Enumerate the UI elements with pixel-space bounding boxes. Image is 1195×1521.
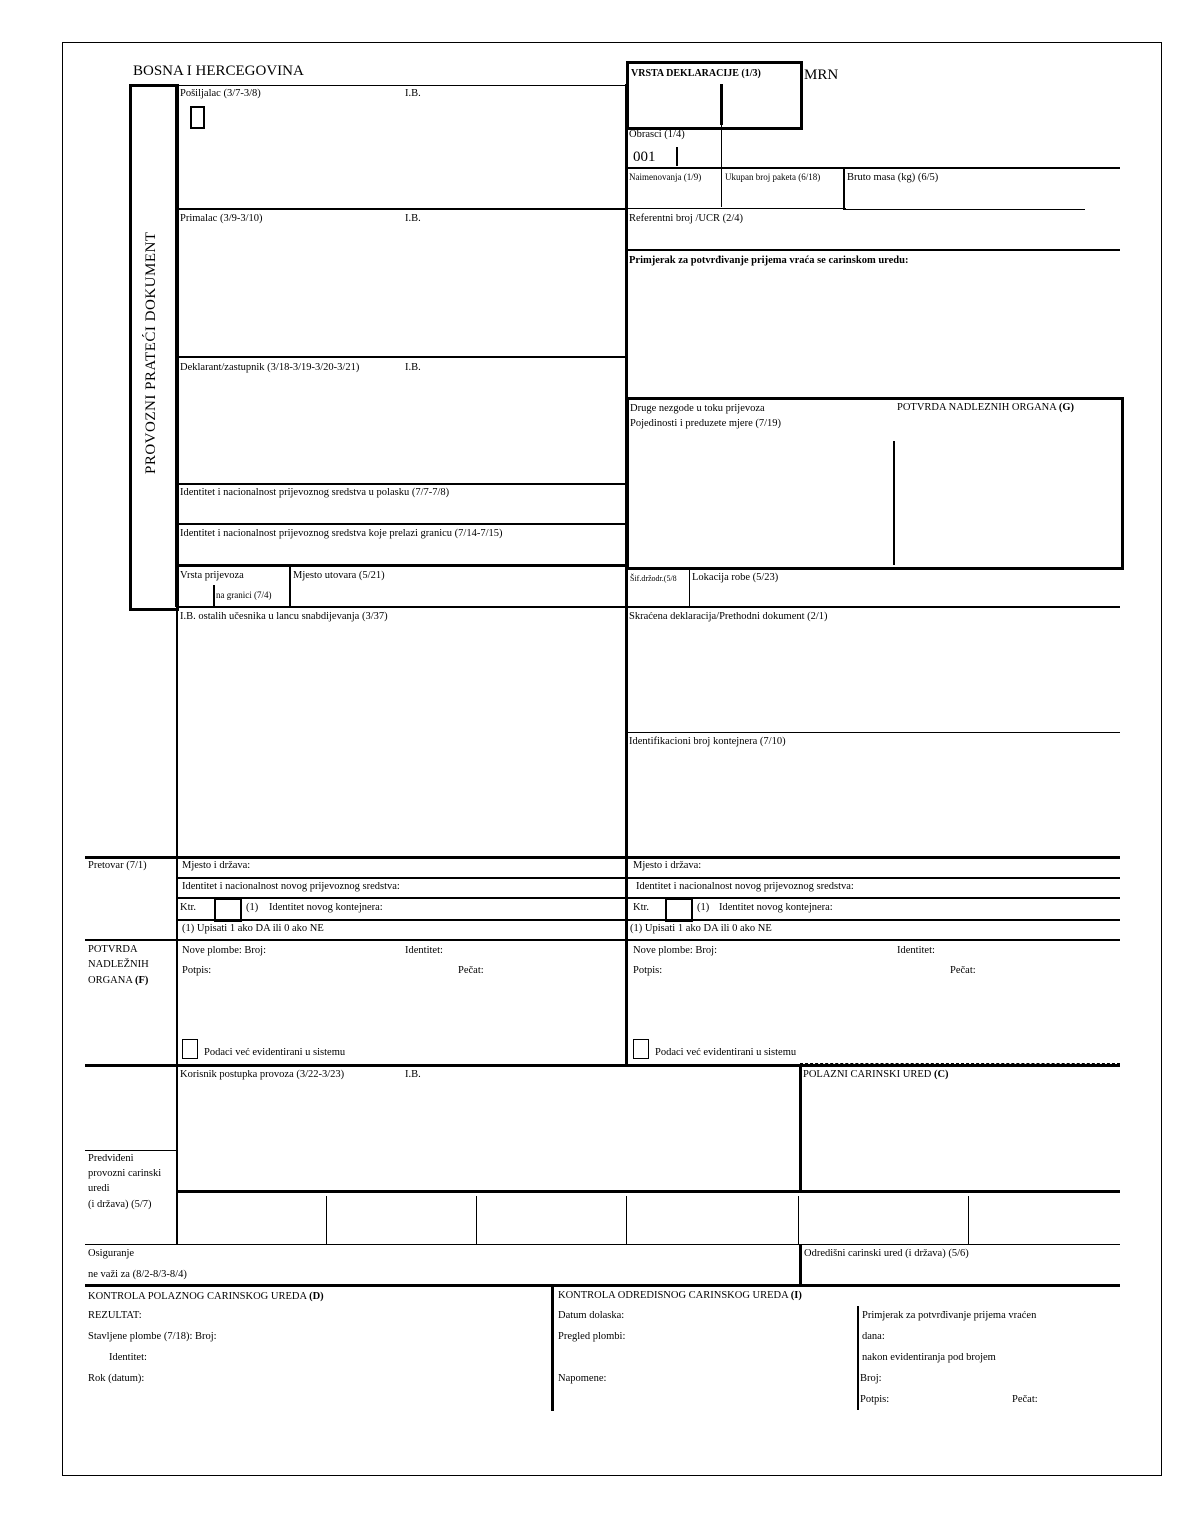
ktr-left: Ktr. <box>180 902 197 913</box>
container-id-label: Identifikacioni broj kontejnera (7/10) <box>629 736 786 747</box>
day-label: dana: <box>862 1331 885 1342</box>
new-container-left: Identitet novog kontejnera: <box>269 902 383 913</box>
page-frame <box>62 42 1162 1476</box>
ktr-right: Ktr. <box>633 902 650 913</box>
mrn-label: MRN <box>804 67 839 83</box>
recorded-right: Podaci već evidentirani u sistemu <box>655 1047 797 1058</box>
control-i-title: KONTROLA ODREDISNOG CARINSKOG UREDA (I) <box>558 1290 802 1301</box>
arrival-label: Datum dolaska: <box>558 1310 625 1321</box>
recorded-checkbox-left[interactable] <box>182 1039 198 1059</box>
footnote-left: (1) Upisati 1 ako DA ili 0 ako NE <box>182 923 324 934</box>
side-title: PROVOZNI PRATEĆI DOKUMENT <box>143 231 159 474</box>
loc-code-label: Šif.držodr.(5/8 <box>630 574 677 583</box>
transport-border-label: Identitet i nacionalnost prijevoznog sredstva koje prelazi granicu (7/14-7/15) <box>180 528 503 539</box>
remarks-label: Napomene: <box>558 1373 607 1384</box>
new-transport-right: Identitet i nacionalnost novog prijevoznog sredstva: <box>636 881 854 892</box>
new-seals-left: Nove plombe: Broj: <box>182 945 266 956</box>
sender-ib: I.B. <box>405 88 421 99</box>
authority-g-label: POTVRDA NADLEZNIH ORGANA (G) <box>897 402 1075 413</box>
identity-right: Identitet: <box>897 945 935 956</box>
number-label: Broj: <box>860 1373 882 1384</box>
transport-mode-label: Vrsta prijevoza <box>180 570 244 581</box>
not-valid-label: ne važi za (8/2-8/3-8/4) <box>88 1269 187 1280</box>
goods-location-label: Lokacija robe (5/23) <box>692 572 779 583</box>
new-container-right: Identitet novog kontejnera: <box>719 902 833 913</box>
place-country-right: Mjesto i država: <box>633 860 702 871</box>
transit-offices-1: Predviđeni <box>88 1153 134 1164</box>
stamp-left: Pečat: <box>458 965 484 976</box>
signature-left: Potpis: <box>182 965 212 976</box>
deadline-label: Rok (datum): <box>88 1373 145 1384</box>
holder-ib: I.B. <box>405 1069 421 1080</box>
forms-value: 001 <box>633 149 656 165</box>
authority-f-label-3: ORGANA (F) <box>88 975 149 986</box>
holder-label: Korisnik postupka provoza (3/22-3/23) <box>180 1069 345 1080</box>
seals-identity-label: Identitet: <box>109 1352 147 1363</box>
return-copy-label: Primjerak za potvrđivanje prijema vraća se carinskom uredu: <box>629 255 909 266</box>
consignee-label: Primalac (3/9-3/10) <box>180 213 263 224</box>
transit-offices-4: (i država) (5/7) <box>88 1199 152 1210</box>
departure-office-label: POLAZNI CARINSKI URED (C) <box>803 1069 949 1080</box>
other-participants-label: I.B. ostalih učesnika u lancu snabdijevanja (3/37) <box>180 611 388 622</box>
new-seals-right: Nove plombe: Broj: <box>633 945 717 956</box>
decl-type-label: VRSTA DEKLARACIJE (1/3) <box>631 68 761 79</box>
control-i-signature: Potpis: <box>860 1394 890 1405</box>
result-label: REZULTAT: <box>88 1310 142 1321</box>
transit-offices-3: uredi <box>88 1183 110 1194</box>
declarant-ib: I.B. <box>405 362 421 373</box>
consignee-ib: I.B. <box>405 213 421 224</box>
authority-f-label-2: NADLEŽNIH <box>88 959 149 970</box>
transport-departure-label: Identitet i nacionalnost prijevoznog sredstva u polasku (7/7-7/8) <box>180 487 450 498</box>
items-label: Naimenovanja (1/9) <box>629 172 702 182</box>
country-title: BOSNA I HERCEGOVINA <box>133 63 304 79</box>
returned-copy-label: Primjerak za potvrđivanje prijema vraćen <box>862 1310 1037 1321</box>
control-i-stamp: Pečat: <box>1012 1394 1038 1405</box>
sender-checkbox[interactable] <box>190 106 205 129</box>
loading-place-label: Mjesto utovara (5/21) <box>293 570 385 581</box>
identity-left: Identitet: <box>405 945 443 956</box>
stamp-right: Pečat: <box>950 965 976 976</box>
new-transport-left: Identitet i nacionalnost novog prijevoznog sredstva: <box>182 881 400 892</box>
note-ref-right: (1) <box>697 902 710 913</box>
destination-office-label: Odredišni carinski ured (i država) (5/6) <box>804 1248 969 1259</box>
place-country-left: Mjesto i država: <box>182 860 251 871</box>
seals-label: Stavljene plombe (7/18): Broj: <box>88 1331 217 1342</box>
signature-right: Potpis: <box>633 965 663 976</box>
after-reg-label: nakon evidentiranja pod brojem <box>862 1352 996 1363</box>
sender-label: Pošiljalac (3/7-3/8) <box>180 88 261 99</box>
guarantee-label: Osiguranje <box>88 1248 135 1259</box>
seal-check-label: Pregled plombi: <box>558 1331 626 1342</box>
declarant-label: Deklarant/zastupnik (3/18-3/19-3/20-3/21) <box>180 362 360 373</box>
transshipment-label: Pretovar (7/1) <box>88 860 147 871</box>
forms-label: Obrasci (1/4) <box>629 129 685 140</box>
recorded-checkbox-right[interactable] <box>633 1039 649 1059</box>
prev-doc-label: Skraćena deklaracija/Prethodni dokument (2/1) <box>629 611 828 622</box>
packages-label: Ukupan broj paketa (6/18) <box>725 172 821 182</box>
footnote-right: (1) Upisati 1 ako DA ili 0 ako NE <box>630 923 772 934</box>
authority-f-label-1: POTVRDA <box>88 944 138 955</box>
incidents-label: Druge nezgode u toku prijevoza <box>630 403 765 414</box>
control-d-title: KONTROLA POLAZNOG CARINSKOG UREDA (D) <box>88 1291 324 1302</box>
transit-offices-2: provozni carinski <box>88 1168 162 1179</box>
transport-mode-border-label: na granici (7/4) <box>216 590 272 600</box>
incidents-measures-label: Pojedinosti i preduzete mjere (7/19) <box>630 418 782 429</box>
ref-number-label: Referentni broj /UCR (2/4) <box>629 213 744 224</box>
recorded-left: Podaci već evidentirani u sistemu <box>204 1047 346 1058</box>
gross-mass-label: Bruto masa (kg) (6/5) <box>847 172 939 183</box>
note-ref-left: (1) <box>246 902 259 913</box>
